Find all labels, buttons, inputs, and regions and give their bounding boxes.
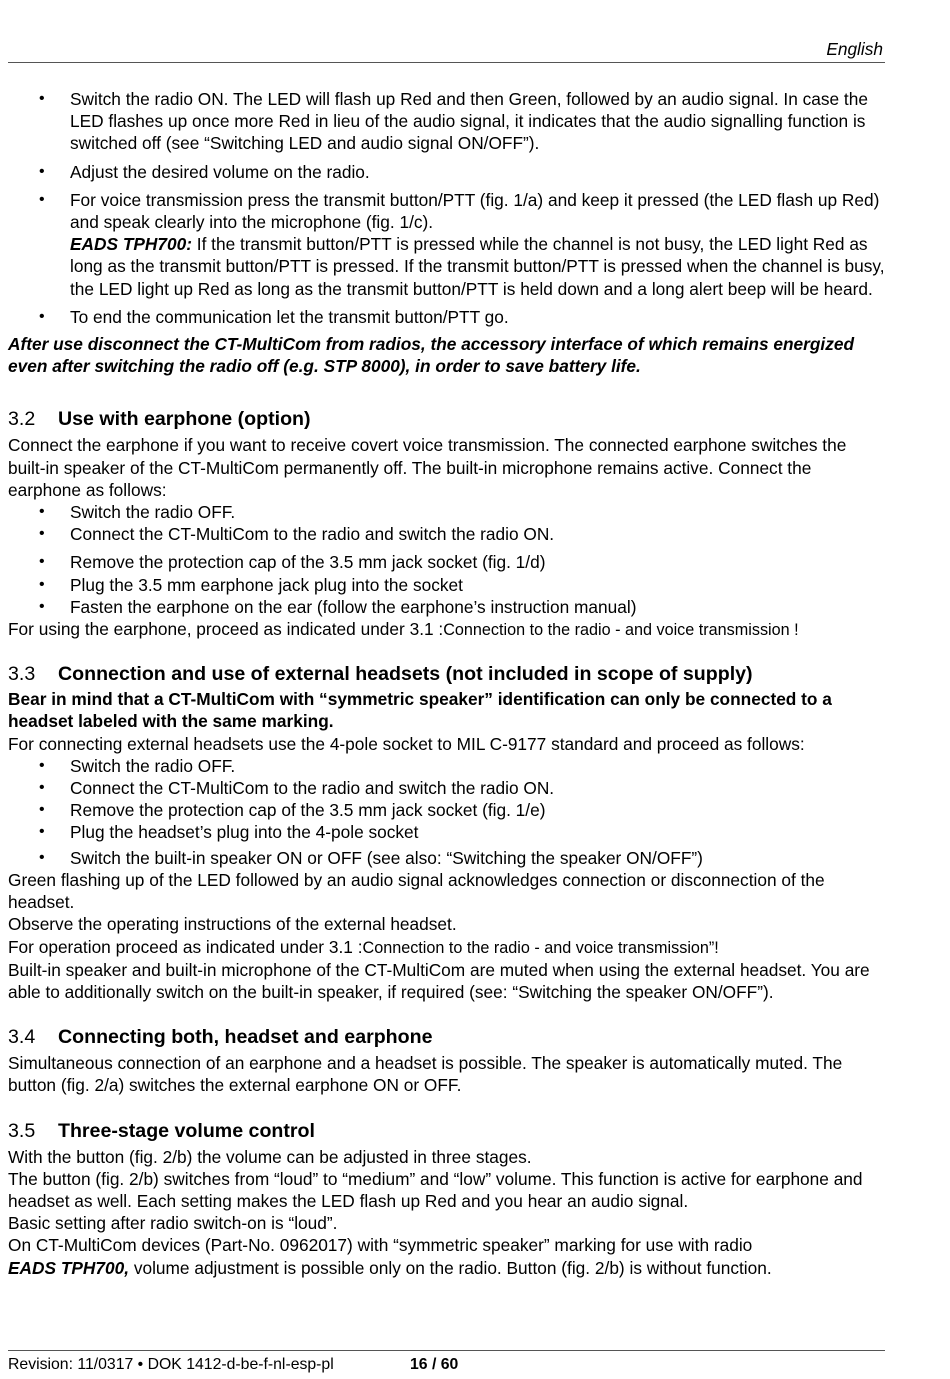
list-item: • Adjust the desired volume on the radio. (39, 161, 370, 182)
bullet-icon: • (39, 779, 45, 797)
section-3-5-p4: On CT-MultiCom devices (Part-No. 0962017) with “symmetric speaker” marking for use with radio (8, 1235, 753, 1256)
section-3-2-intro: Connect the earphone if you want to receive covert voice transmission. The connected earphone switches the built-in speaker of the CT-MultiCom permanently off. The built-in microphone remains active. Connect the earphone as follows: (8, 435, 847, 500)
bullet-icon: • (39, 190, 45, 208)
bullet-icon: • (39, 503, 45, 521)
list-item: • Switch the built-in speaker ON or OFF (see also: “Switching the speaker ON/OFF”) (39, 847, 703, 868)
revision-label: Revision: 11/0317 • DOK 1412-d-be-f-nl-esp-pl (8, 1356, 334, 1373)
language-label: English (826, 39, 883, 59)
intro-bullet-list (8, 88, 888, 328)
page-content (8, 88, 888, 1279)
section-3-5-p1: With the button (fig. 2/b) the volume can be adjusted in three stages. (8, 1146, 532, 1167)
section-3-4-text: Simultaneous connection of an earphone and a headset is possible. The speaker is automatically muted. The button (fig. 2/a) switches the external earphone ON or OFF. (8, 1053, 843, 1096)
section-3-3-para2: Observe the operating instructions of the external headset. (8, 914, 457, 935)
eads-note-text: If the transmit button/PTT is pressed while the channel is not busy, the LED light Red as long as the transmit button/PTT is pressed. If the transmit button/PTT is pressed when the channel is busy, the LED light up Red as long as the transmit button/PTT is held down and a long alert beep will be heard. (70, 234, 885, 299)
section-heading-3-5: 3.5 Three-stage volume control (8, 1119, 315, 1142)
bullet-icon: • (39, 823, 45, 841)
section-3-3-intro: For connecting external headsets use the 4-pole socket to MIL C-9177 standard and proceed as follows: (8, 733, 805, 754)
list-item: • Switch the radio OFF. (39, 502, 236, 523)
list-item: • Fasten the earphone on the ear (follow the earphone’s instruction manual) (39, 596, 637, 617)
page-footer (8, 1350, 885, 1375)
section-3-5-p5: EADS TPH700, volume adjustment is possible only on the radio. Button (fig. 2/b) is without function. (8, 1257, 772, 1278)
list-item: • Plug the headset’s plug into the 4-pole socket (39, 822, 419, 843)
eads-label: EADS TPH700: (70, 234, 192, 255)
headset-steps-list (8, 755, 888, 869)
section-3-3-para3: For operation proceed as indicated under 3.1 :Connection to the radio - and voice transmission”! (8, 936, 719, 957)
bullet-icon: • (39, 525, 45, 543)
bullet-icon: • (39, 848, 45, 866)
bullet-icon: • (39, 307, 45, 325)
after-use-note: After use disconnect the CT-MultiCom from radios, the accessory interface of which remains energized even after switching the radio off (e.g. STP 8000), in order to save battery life. (8, 334, 855, 377)
list-item: • Connect the CT-MultiCom to the radio and switch the radio ON. (39, 778, 555, 799)
bullet-icon: • (39, 597, 45, 615)
list-item: • Switch the radio ON. The LED will flash up Red and then Green, followed by an audio signal. In case the LED flashes up once more Red in lieu of the audio signal, it indicates that the audio signalling function is switched off (see “Switching LED and audio signal ON/OFF”). (39, 89, 868, 154)
section-3-2-outro: For using the earphone, proceed as indicated under 3.1 :Connection to the radio - and voice transmission ! (8, 619, 799, 640)
section-heading-3-2: 3.2 Use with earphone (option) (8, 408, 311, 431)
list-item: • Switch the radio OFF. (39, 755, 236, 776)
bullet-icon: • (39, 801, 45, 819)
list-item: • Remove the protection cap of the 3.5 mm jack socket (fig. 1/e) (39, 800, 546, 821)
list-item: • Plug the 3.5 mm earphone jack plug into the socket (39, 574, 463, 595)
bullet-icon: • (39, 575, 45, 593)
symmetric-speaker-warning: Bear in mind that a CT-MultiCom with “symmetric speaker” identification can only be connected to a headset labeled with the same marking. (8, 689, 832, 732)
section-3-3-para1: Green flashing up of the LED followed by an audio signal acknowledges connection or disconnection of the headset. (8, 869, 825, 913)
section-3-5-p3: Basic setting after radio switch-on is “loud”. (8, 1213, 338, 1234)
page-header (8, 36, 885, 63)
bullet-icon: • (39, 553, 45, 571)
list-item: • For voice transmission press the transmit button/PTT (fig. 1/a) and keep it pressed (the LED flash up Red) and speak clearly into the microphone (fig. 1/c). EADS TPH700: If the transmit button/PTT is pressed while the channel is not busy, the LED light Red as long as the transmit button/PTT is pressed. If the transmit button/PTT is pressed when the channel is busy, the LED light up Red as long as the transmit button/PTT is held down and a long alert beep will be heard. (39, 189, 885, 299)
earphone-steps-list (8, 501, 888, 618)
section-3-5-p2: The button (fig. 2/b) switches from “loud” to “medium” and “low” volume. This function is active for earphone and headset as well. Each setting makes the LED flash up Red and you hear an audio signal. (8, 1168, 863, 1211)
list-item: • To end the communication let the transmit button/PTT go. (39, 306, 509, 327)
list-item: • Remove the protection cap of the 3.5 mm jack socket (fig. 1/d) (39, 552, 546, 573)
bullet-icon: • (39, 162, 45, 180)
bullet-icon: • (39, 756, 45, 774)
page-number: 16 / 60 (410, 1356, 459, 1373)
section-heading-3-3: 3.3 Connection and use of external headsets (not included in scope of supply) (8, 663, 753, 686)
list-item: • Connect the CT-MultiCom to the radio and switch the radio ON. (39, 524, 555, 545)
bullet-icon: • (39, 90, 45, 107)
section-3-3-para4: Built-in speaker and built-in microphone of the CT-MultiCom are muted when using the external headset. You are able to additionally switch on the built-in speaker, if required (see: “Switching the speaker ON/OFF”). (8, 959, 870, 1002)
section-heading-3-4: 3.4 Connecting both, headset and earphone (8, 1026, 433, 1049)
